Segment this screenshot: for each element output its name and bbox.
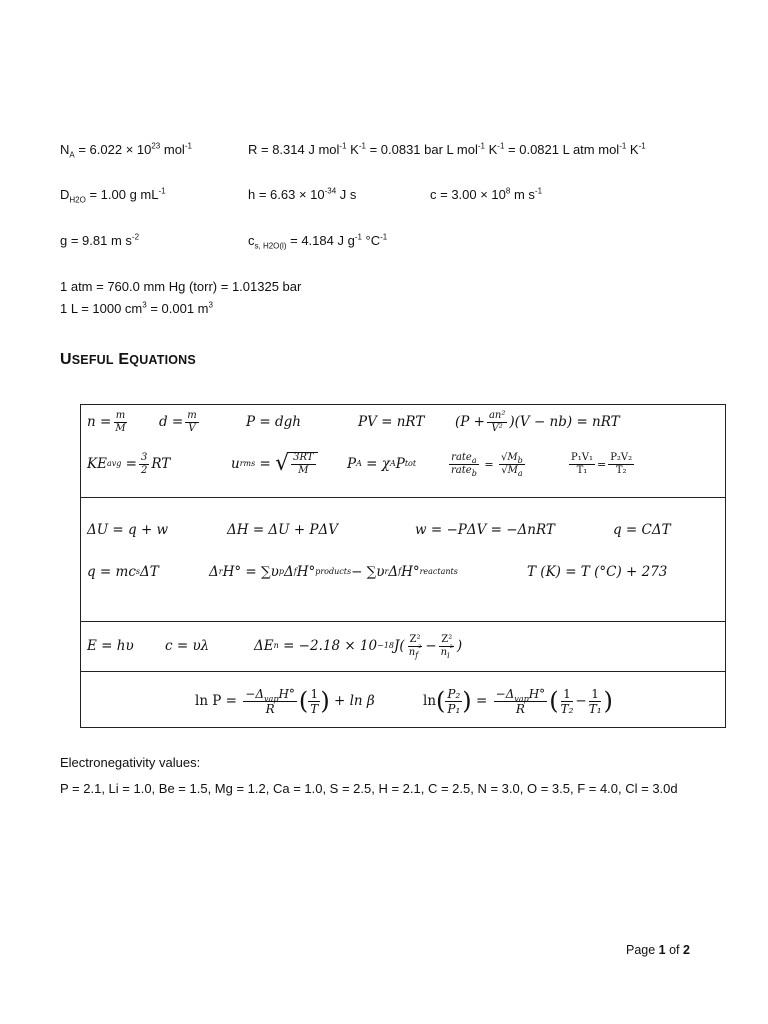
eq-partial-pressure: P A = χ A P tot xyxy=(347,456,417,472)
eq-bohr-energy: ΔE n = −2.18 × 10 −18 J( $\frac{\text{Z²}}{n_f^{^2}}$ − $\frac{\text{Z²}}{n_i^{^2}}$ ) xyxy=(254,633,463,660)
constant-gravity: g = 9.81 m $s^{-2}$ xyxy=(60,232,140,248)
eq-combined-gas-law: $\frac{\text{P₁V₁}}{\text{T₁}}$ = $\frac{\text{P₂V₂}}{\text{T₂}}$ xyxy=(571,451,633,476)
eq-enthalpy: ΔH = ΔU + PΔV xyxy=(227,522,339,538)
constant-specific-heat-water: $c_{s, H2O(l)} = 4.184$ J $g^{-1}$ $^\circ C^{-1}$ xyxy=(248,232,388,251)
constant-avogadro: $N_A = 6.022 \times 10^{23}$ mol$^{-1}$ xyxy=(60,141,192,160)
eq-clausius-clapeyron-ratio: ln ( $\frac{\text{P₂}}{\text{P₁}}$ ) = $\frac{-\Delta_{vap}H^\circ}{R}$ ( $\frac{1}{\text{T₂}}$ − $\frac{1}{\text{T₁}}$ ) xyxy=(423,686,613,716)
electronegativity-label: Electronegativity values: xyxy=(60,755,201,770)
page-number: Page 1 of 2 xyxy=(626,943,690,957)
eq-kelvin: T (K) = T (°C) + 273 xyxy=(527,564,668,580)
eq-ideal-gas: PV = nRT xyxy=(358,414,425,430)
conversion-atm: 1 atm = 760.0 mm Hg (torr) = 1.01325 bar xyxy=(60,279,302,294)
eq-heat-capacity: q = CΔT xyxy=(613,522,671,538)
electronegativity-values: P = 2.1, Li = 1.0, Be = 1.5, Mg = 1.2, Ca = 1.0, S = 2.5, H = 2.1, C = 2.5, N = 3.0, O = 3.5, F = 4.0, Cl = 3.0d xyxy=(60,781,678,796)
eq-rms-speed: u rms = √ $\frac{3RT}{M}$ xyxy=(231,445,318,483)
equations-table xyxy=(80,404,726,728)
constant-speed-of-light: $c = 3.00 \times 10^8$ m $s^{-1}$ xyxy=(430,186,543,202)
eq-van-der-waals: (P + $\frac{\text{an²}}{\text{V²}}$ )(V − nb) = nRT xyxy=(455,409,620,434)
table-divider xyxy=(81,621,725,622)
table-divider xyxy=(81,671,725,672)
constant-water-density: $D_{H2O} = 1.00$ g $mL^{-1}$ xyxy=(60,186,166,205)
eq-moles: n = $\frac{m}{M}$ xyxy=(87,409,126,434)
eq-pressure-depth: P = dgh xyxy=(246,414,301,430)
eq-graham-law: $\frac{rate_a}{rate_b}$ = $\frac{√M_b}{√M_a}$ xyxy=(451,451,523,478)
eq-first-law: ΔU = q + w xyxy=(87,522,169,538)
conversion-liter: 1 L = 1000 $cm^3 = 0.001$ $m^3$ xyxy=(60,300,213,316)
eq-density: d = $\frac{m}{V}$ xyxy=(159,409,197,434)
eq-photon-energy: E = hυ xyxy=(87,638,134,654)
eq-kinetic-energy: KE avg = $\frac{3}{2}$ RT xyxy=(87,451,171,476)
eq-work: w = −PΔV = −ΔnRT xyxy=(415,522,555,538)
table-divider xyxy=(81,497,725,498)
constant-planck: $h = 6.63 \times 10^{-34}$ J s xyxy=(248,186,357,202)
eq-wave-speed: c = υλ xyxy=(165,638,210,654)
section-heading: USEFUL EQUATIONS xyxy=(60,351,196,368)
constant-gas-r: R = 8.314 J mol$^{-1}$ $K^{-1} = 0.0831$ bar L mol$^{-1}$ $K^{-1} = 0.0821$ L atm mol$^{-1}$ $K^{-1}$ xyxy=(248,141,646,157)
eq-hess-law: Δ r H° = ∑υ p Δ f H° products − ∑υ r Δ f H° reactants xyxy=(209,564,458,580)
eq-clausius-clapeyron-lnp: ln P = $\frac{-\Delta_{vap}H^\circ}{R}$ ( $\frac{1}{T}$ ) + ln β xyxy=(195,686,375,716)
eq-specific-heat: q = mc s ΔT xyxy=(87,564,159,580)
